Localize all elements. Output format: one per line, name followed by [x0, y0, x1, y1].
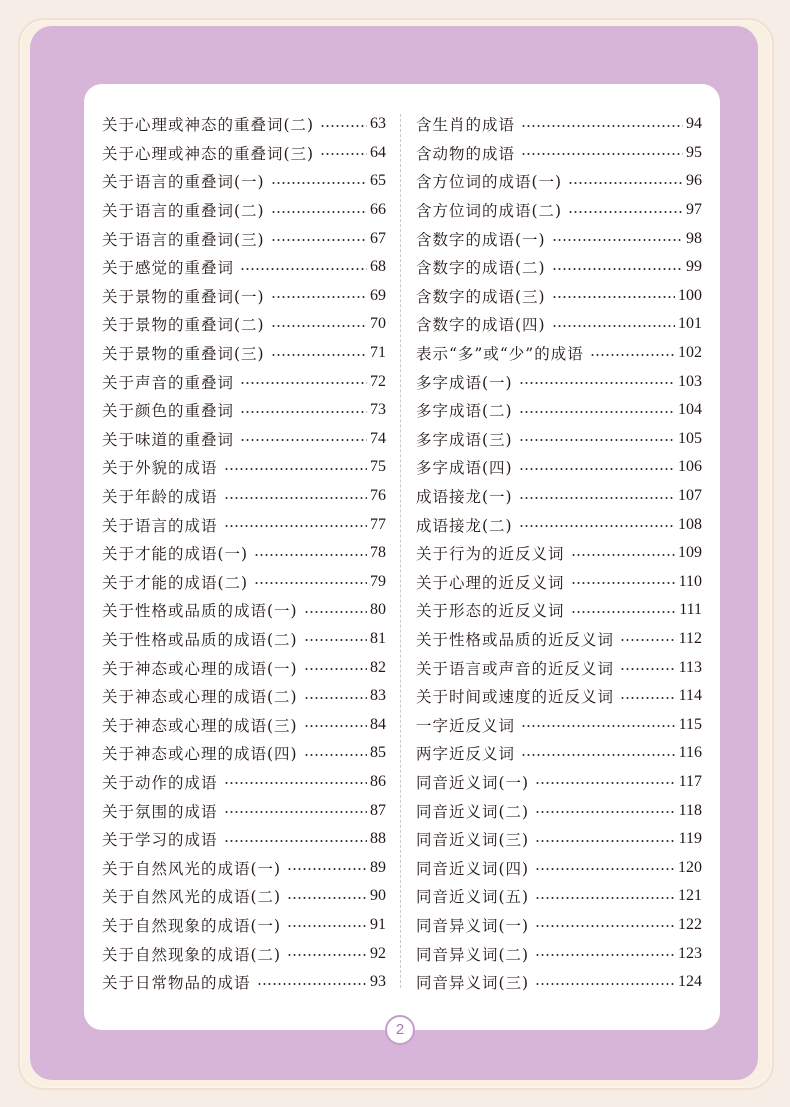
toc-entry-page: 104 [678, 401, 702, 419]
dot-leader [287, 925, 367, 927]
toc-entry-title: 关于才能的成语(二) [102, 573, 249, 592]
dot-leader [240, 268, 367, 270]
toc-entry-page: 89 [370, 858, 386, 876]
dot-leader [304, 639, 367, 641]
toc-entry-title: 关于动作的成语 [102, 773, 218, 792]
toc-entry-title: 关于自然风光的成语(一) [102, 859, 282, 878]
toc-entry-title: 关于神态或心理的成语(一) [102, 659, 298, 678]
toc-entry-title: 关于语言的重叠词(三) [102, 230, 265, 249]
toc-entry[interactable] [102, 482, 386, 511]
toc-entry-title: 同音近义词(四) [416, 859, 530, 878]
dot-leader [535, 840, 675, 842]
toc-entry[interactable] [416, 310, 702, 339]
toc-entry[interactable] [416, 682, 702, 711]
dot-leader [519, 525, 675, 527]
dot-leader [224, 525, 367, 527]
toc-entry-title: 关于神态或心理的成语(二) [102, 688, 298, 707]
dot-leader [304, 725, 367, 727]
toc-entry[interactable] [416, 339, 702, 368]
toc-entry[interactable] [102, 167, 386, 196]
toc-card [84, 84, 720, 1030]
dot-leader [535, 811, 675, 813]
toc-entry-title: 含数字的成语(四) [416, 316, 546, 335]
toc-entry-page: 69 [370, 286, 386, 304]
toc-entry[interactable] [102, 768, 386, 797]
dot-leader [571, 582, 676, 584]
toc-entry-title: 多字成语(三) [416, 430, 513, 449]
dot-leader [571, 611, 677, 613]
toc-entry-page: 99 [686, 258, 702, 276]
toc-entry-page: 64 [370, 143, 386, 161]
toc-entry[interactable] [416, 510, 702, 539]
toc-entry[interactable] [416, 139, 702, 168]
toc-entry-page: 93 [370, 973, 386, 991]
toc-entry-page: 63 [370, 115, 386, 133]
toc-entry[interactable] [416, 796, 702, 825]
dot-leader [571, 554, 675, 556]
toc-entry-page: 96 [686, 172, 702, 190]
dot-leader [552, 268, 683, 270]
toc-entry-page: 116 [678, 744, 702, 762]
toc-entry-title: 同音近义词(二) [416, 802, 530, 821]
toc-entry-title: 多字成语(四) [416, 459, 513, 478]
toc-entry[interactable] [416, 825, 702, 854]
toc-entry-page: 105 [678, 429, 702, 447]
toc-entry-title: 含数字的成语(三) [416, 287, 546, 306]
toc-entry[interactable] [102, 510, 386, 539]
toc-entry-title: 成语接龙(一) [416, 488, 513, 507]
toc-entry-page: 95 [686, 143, 702, 161]
dot-leader [257, 983, 367, 985]
dot-leader [521, 754, 676, 756]
toc-entry-page: 119 [678, 830, 702, 848]
toc-entry[interactable] [102, 682, 386, 711]
toc-entry[interactable] [416, 425, 702, 454]
toc-entry-page: 117 [678, 772, 702, 790]
dot-leader [287, 868, 367, 870]
toc-entry-page: 86 [370, 772, 386, 790]
toc-entry-title: 关于颜色的重叠词 [102, 402, 235, 421]
dot-leader [320, 125, 367, 127]
toc-entry-page: 102 [678, 344, 702, 362]
toc-entry-page: 124 [678, 973, 702, 991]
toc-entry[interactable] [416, 596, 702, 625]
toc-entry-page: 98 [686, 229, 702, 247]
dot-leader [519, 439, 675, 441]
dot-leader [620, 639, 676, 641]
toc-entry-title: 含数字的成语(一) [416, 230, 546, 249]
toc-entry-page: 91 [370, 915, 386, 933]
toc-entry-title: 关于形态的近反义词 [416, 602, 565, 621]
toc-entry-title: 含生肖的成语 [416, 116, 516, 135]
toc-entry-title: 关于氛围的成语 [102, 802, 218, 821]
toc-entry[interactable] [102, 253, 386, 282]
toc-entry-title: 关于神态或心理的成语(三) [102, 716, 298, 735]
toc-entry[interactable] [102, 596, 386, 625]
toc-entry-title: 关于年龄的成语 [102, 488, 218, 507]
toc-entry-title: 关于时间或速度的近反义词 [416, 688, 615, 707]
dot-leader [271, 296, 367, 298]
toc-entry-page: 71 [370, 344, 386, 362]
toc-entry-title: 关于性格或品质的成语(一) [102, 602, 298, 621]
dot-leader [224, 497, 367, 499]
toc-entry[interactable] [102, 625, 386, 654]
dot-leader [568, 211, 683, 213]
toc-entry-page: 112 [678, 629, 702, 647]
dot-leader [535, 897, 675, 899]
toc-entry[interactable] [102, 396, 386, 425]
dot-leader [620, 668, 676, 670]
toc-entry-title: 关于自然风光的成语(二) [102, 888, 282, 907]
toc-entry[interactable] [416, 853, 702, 882]
dot-leader [240, 382, 367, 384]
toc-entry[interactable] [102, 568, 386, 597]
toc-entry-page: 85 [370, 744, 386, 762]
toc-entry-page: 94 [686, 115, 702, 133]
toc-entry-title: 关于景物的重叠词(三) [102, 345, 265, 364]
toc-entry[interactable] [102, 310, 386, 339]
toc-entry[interactable] [102, 853, 386, 882]
dot-leader [535, 868, 675, 870]
dot-leader [224, 782, 367, 784]
dot-leader [568, 182, 683, 184]
toc-entry-title: 同音异义词(一) [416, 916, 530, 935]
toc-entry-page: 77 [370, 515, 386, 533]
toc-entry-page: 107 [678, 487, 702, 505]
toc-entry-page: 100 [678, 286, 702, 304]
toc-entry[interactable] [416, 882, 702, 911]
toc-entry-page: 74 [370, 429, 386, 447]
dot-leader [240, 411, 367, 413]
toc-entry-title: 关于性格或品质的近反义词 [416, 630, 615, 649]
toc-entry-page: 122 [678, 915, 702, 933]
toc-entry[interactable] [416, 625, 702, 654]
toc-entry-page: 109 [678, 544, 702, 562]
dot-leader [224, 811, 367, 813]
toc-entry[interactable] [102, 968, 386, 997]
toc-entry-title: 关于行为的近反义词 [416, 545, 565, 564]
dot-leader [519, 497, 675, 499]
dot-leader [254, 582, 367, 584]
toc-entry[interactable] [102, 939, 386, 968]
toc-entry-page: 103 [678, 372, 702, 390]
toc-entry-page: 80 [370, 601, 386, 619]
toc-entry[interactable] [102, 739, 386, 768]
toc-entry[interactable] [416, 367, 702, 396]
dot-leader [590, 354, 675, 356]
toc-entry-page: 76 [370, 487, 386, 505]
dot-leader [240, 439, 367, 441]
dot-leader [271, 211, 367, 213]
dot-leader [519, 411, 675, 413]
dot-leader [271, 239, 367, 241]
dot-leader [304, 754, 367, 756]
toc-entry[interactable] [416, 253, 702, 282]
toc-entry[interactable] [416, 482, 702, 511]
toc-entry-title: 关于自然现象的成语(二) [102, 945, 282, 964]
toc-entry-title: 表示“多”或“少”的成语 [416, 345, 584, 364]
toc-entry[interactable] [102, 710, 386, 739]
dot-leader [224, 468, 367, 470]
toc-entry-title: 关于语言的重叠词(一) [102, 173, 265, 192]
dot-leader [552, 239, 683, 241]
toc-entry[interactable] [416, 453, 702, 482]
dot-leader [271, 325, 367, 327]
toc-entry[interactable] [102, 425, 386, 454]
toc-entry[interactable] [102, 796, 386, 825]
toc-entry[interactable] [416, 911, 702, 940]
toc-entry[interactable] [102, 196, 386, 225]
dot-leader [320, 153, 367, 155]
toc-entry[interactable] [102, 911, 386, 940]
toc-entry[interactable] [416, 167, 702, 196]
toc-entry-page: 90 [370, 887, 386, 905]
toc-entry-page: 108 [678, 515, 702, 533]
toc-left-column [102, 110, 386, 996]
toc-entry[interactable] [102, 882, 386, 911]
dot-leader [535, 954, 675, 956]
toc-entry[interactable] [102, 139, 386, 168]
dot-leader [271, 182, 367, 184]
toc-entry[interactable] [102, 367, 386, 396]
toc-entry-title: 一字近反义词 [416, 716, 516, 735]
toc-entry-title: 关于心理或神态的重叠词(三) [102, 144, 315, 163]
toc-entry-page: 120 [678, 858, 702, 876]
toc-entry-page: 88 [370, 830, 386, 848]
toc-entry-page: 113 [678, 658, 702, 676]
dot-leader [535, 983, 675, 985]
toc-entry-title: 关于性格或品质的成语(二) [102, 630, 298, 649]
toc-entry-page: 92 [370, 944, 386, 962]
toc-entry[interactable] [102, 825, 386, 854]
toc-entry-title: 同音异义词(三) [416, 974, 530, 993]
toc-entry[interactable] [416, 224, 702, 253]
toc-entry[interactable] [416, 768, 702, 797]
toc-entry-title: 关于景物的重叠词(一) [102, 287, 265, 306]
dot-leader [535, 782, 675, 784]
toc-entry-title: 关于声音的重叠词 [102, 373, 235, 392]
toc-entry-page: 114 [678, 687, 702, 705]
toc-entry-title: 同音近义词(五) [416, 888, 530, 907]
toc-right-column [416, 110, 702, 996]
toc-entry-page: 101 [678, 315, 702, 333]
toc-entry-page: 65 [370, 172, 386, 190]
toc-entry[interactable] [102, 453, 386, 482]
toc-entry-title: 多字成语(二) [416, 402, 513, 421]
toc-entry-page: 83 [370, 687, 386, 705]
column-divider [400, 114, 401, 988]
dot-leader [287, 954, 367, 956]
toc-entry-title: 关于神态或心理的成语(四) [102, 745, 298, 764]
toc-entry-title: 关于语言的成语 [102, 516, 218, 535]
toc-entry[interactable] [102, 653, 386, 682]
toc-entry-page: 81 [370, 629, 386, 647]
toc-entry-page: 97 [686, 201, 702, 219]
toc-entry[interactable] [416, 396, 702, 425]
toc-entry[interactable] [416, 539, 702, 568]
toc-entry-title: 含动物的成语 [416, 144, 516, 163]
toc-entry-page: 79 [370, 572, 386, 590]
toc-entry-page: 84 [370, 715, 386, 733]
dot-leader [521, 153, 683, 155]
toc-entry-title: 关于语言的重叠词(二) [102, 202, 265, 221]
toc-entry-title: 含方位词的成语(一) [416, 173, 563, 192]
dot-leader [254, 554, 367, 556]
toc-entry-title: 成语接龙(二) [416, 516, 513, 535]
toc-entry-title: 关于外貌的成语 [102, 459, 218, 478]
toc-entry[interactable] [102, 282, 386, 311]
toc-entry[interactable] [416, 968, 702, 997]
toc-entry-page: 121 [678, 887, 702, 905]
toc-entry-title: 关于心理或神态的重叠词(二) [102, 116, 315, 135]
toc-entry[interactable] [102, 224, 386, 253]
dot-leader [519, 468, 675, 470]
dot-leader [521, 125, 683, 127]
dot-leader [535, 925, 675, 927]
toc-entry-title: 两字近反义词 [416, 745, 516, 764]
dot-leader [271, 354, 367, 356]
toc-entry-title: 关于语言或声音的近反义词 [416, 659, 615, 678]
dot-leader [620, 697, 676, 699]
dot-leader [552, 325, 675, 327]
toc-entry-page: 67 [370, 229, 386, 247]
toc-entry[interactable] [416, 568, 702, 597]
toc-entry-page: 115 [678, 715, 702, 733]
toc-entry-title: 同音近义词(三) [416, 831, 530, 850]
toc-entry-title: 关于味道的重叠词 [102, 430, 235, 449]
toc-entry-title: 关于自然现象的成语(一) [102, 916, 282, 935]
dot-leader [287, 897, 367, 899]
toc-entry-page: 82 [370, 658, 386, 676]
dot-leader [304, 668, 367, 670]
dot-leader [519, 382, 675, 384]
toc-entry-title: 同音异义词(二) [416, 945, 530, 964]
toc-entry[interactable] [416, 739, 702, 768]
toc-entry-title: 多字成语(一) [416, 373, 513, 392]
toc-entry[interactable] [416, 653, 702, 682]
toc-entry-page: 72 [370, 372, 386, 390]
dot-leader [304, 611, 367, 613]
toc-entry-title: 关于学习的成语 [102, 831, 218, 850]
toc-entry[interactable] [102, 539, 386, 568]
toc-entry-page: 73 [370, 401, 386, 419]
toc-entry[interactable] [416, 282, 702, 311]
dot-leader [521, 725, 676, 727]
toc-entry-page: 118 [678, 801, 702, 819]
toc-entry-title: 关于景物的重叠词(二) [102, 316, 265, 335]
toc-entry[interactable] [416, 939, 702, 968]
toc-entry-page: 78 [370, 544, 386, 562]
toc-entry-title: 关于才能的成语(一) [102, 545, 249, 564]
toc-entry-page: 87 [370, 801, 386, 819]
toc-entry[interactable] [416, 710, 702, 739]
toc-entry-page: 68 [370, 258, 386, 276]
toc-entry[interactable] [102, 339, 386, 368]
toc-entry-title: 同音近义词(一) [416, 773, 530, 792]
toc-entry-title: 关于心理的近反义词 [416, 573, 565, 592]
toc-entry[interactable] [416, 110, 702, 139]
toc-entry-title: 含数字的成语(二) [416, 259, 546, 278]
toc-entry-page: 110 [678, 572, 702, 590]
toc-entry-page: 106 [678, 458, 702, 476]
toc-entry-title: 关于感觉的重叠词 [102, 259, 235, 278]
toc-entry-page: 111 [679, 601, 702, 619]
toc-entry-title: 关于日常物品的成语 [102, 974, 251, 993]
dot-leader [224, 840, 367, 842]
toc-entry-title: 含方位词的成语(二) [416, 202, 563, 221]
dot-leader [552, 296, 675, 298]
toc-entry-page: 70 [370, 315, 386, 333]
toc-entry-page: 66 [370, 201, 386, 219]
dot-leader [304, 697, 367, 699]
page-number: 2 [385, 1015, 415, 1045]
toc-entry-page: 123 [678, 944, 702, 962]
toc-entry[interactable] [416, 196, 702, 225]
toc-entry[interactable] [102, 110, 386, 139]
toc-entry-page: 75 [370, 458, 386, 476]
